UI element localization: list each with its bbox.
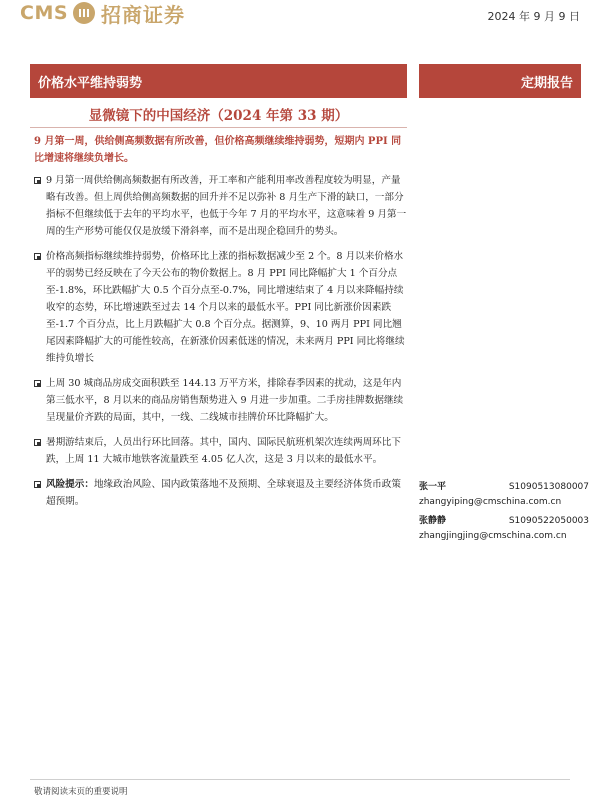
report-type-banner (419, 64, 581, 98)
bullet-item (34, 434, 407, 468)
footer-disclaimer: 敬请阅读末页的重要说明 (34, 787, 128, 797)
bullet-item (34, 248, 407, 367)
footer-divider (30, 779, 570, 780)
author-name: 张一平 (419, 482, 447, 492)
report-date: 2024 年 9 月 9 日 (487, 10, 580, 23)
bullet-text: 上周 30 城商品房成交面积跌至 144.13 万平方米，排除春季因素的扰动，这是年内第三低水平，8 月以来的商品房销售颓势进入 9 月进一步加重。二手房挂牌数据继续呈现量价齐跌的局面，其中，一线、二线城市挂牌价环比降幅扩大。 (46, 378, 404, 423)
bullet-text: 9 月第一周供给侧高频数据有所改善，开工率和产能利用率改善程度较为明显，产量略有改善。但上周供给侧高频数据的回升并不足以弥补 8 月生产下滑的缺口，一部分指标不但继续低于去年的平均水平，也低于今年 7 月的平均水平，这意味着 9 月第一周的生产形势可能仅仅是放缓下滑斜率，而不是出现企稳回升的势头。 (46, 175, 407, 237)
bullet-box-icon (34, 439, 41, 446)
bullet-list (34, 172, 407, 518)
author-license-code: S1090522050003 (508, 516, 589, 526)
author-name: 张静静 (419, 516, 447, 526)
title-divider (30, 127, 407, 128)
author-row (419, 480, 589, 495)
report-title: 显微镜下的中国经济（2024 年第 33 期） (88, 108, 349, 124)
section-banner (30, 64, 407, 98)
bullet-box-icon (34, 253, 41, 260)
bullet-item (34, 375, 407, 426)
author-license-code: S1090513080007 (508, 482, 589, 492)
company-logo (20, 0, 185, 26)
bullet-item (34, 172, 407, 240)
bullet-text: 价格高频指标继续维持弱势，价格环比上涨的指标数据减少至 2 个。8 月以来价格水平的弱势已经反映在了今天公布的物价数据上。8 月 PPI 同比降幅扩大 1 个百分点至-1.8%，环比跌幅扩大 0.5 个百分点至-0.7%，同比增速结束了 4 月以来降幅持续收窄的态势，环比增速跌至过去 14 个月以来的最低水平。PPI 同比新涨价因素跌至-1.7 个百分点，比上月跌幅扩大 0.8 个百分点。据测算，9、10 两月 PPI 同比翘尾因素降幅扩大的可能性较高，在新涨价因素低迷的情况，未来两月 PPI 同比将继续维持负增长 (46, 251, 405, 364)
logo-chinese-text: 招商证券 (101, 2, 186, 27)
author-row (419, 514, 589, 529)
report-summary: 9 月第一周，供给侧高频数据有所改善，但价格高频继续维持弱势，短期内 PPI 同比增速将继续负增长。 (34, 136, 402, 164)
logo-latin-text: CMS (20, 2, 69, 24)
bullet-box-icon (34, 380, 41, 387)
risk-warning-label: 风险提示： (46, 479, 94, 490)
section-title: 价格水平维持弱势 (38, 76, 143, 91)
risk-warning-text: 地缘政治风险、国内政策落地不及预期、全球衰退及主要经济体货币政策超预期。 (46, 479, 401, 507)
author-email[interactable]: zhangyiping@cmschina.com.cn (419, 497, 562, 507)
author-email[interactable]: zhangjingjing@cmschina.com.cn (419, 531, 567, 541)
bullet-box-icon (34, 177, 41, 184)
report-type-label: 定期报告 (520, 76, 573, 91)
bullet-box-icon (34, 481, 41, 488)
bullet-item (34, 476, 407, 510)
logo-badge-icon (73, 2, 95, 24)
bullet-text: 暑期游结束后，人员出行环比回落。其中，国内、国际民航班机架次连续两周环比下跌，上周 11 大城市地铁客流量跌至 4.05 亿人次，这是 3 月以来的最低水平。 (46, 437, 401, 465)
author-block (419, 480, 589, 548)
page-header (0, 0, 600, 40)
